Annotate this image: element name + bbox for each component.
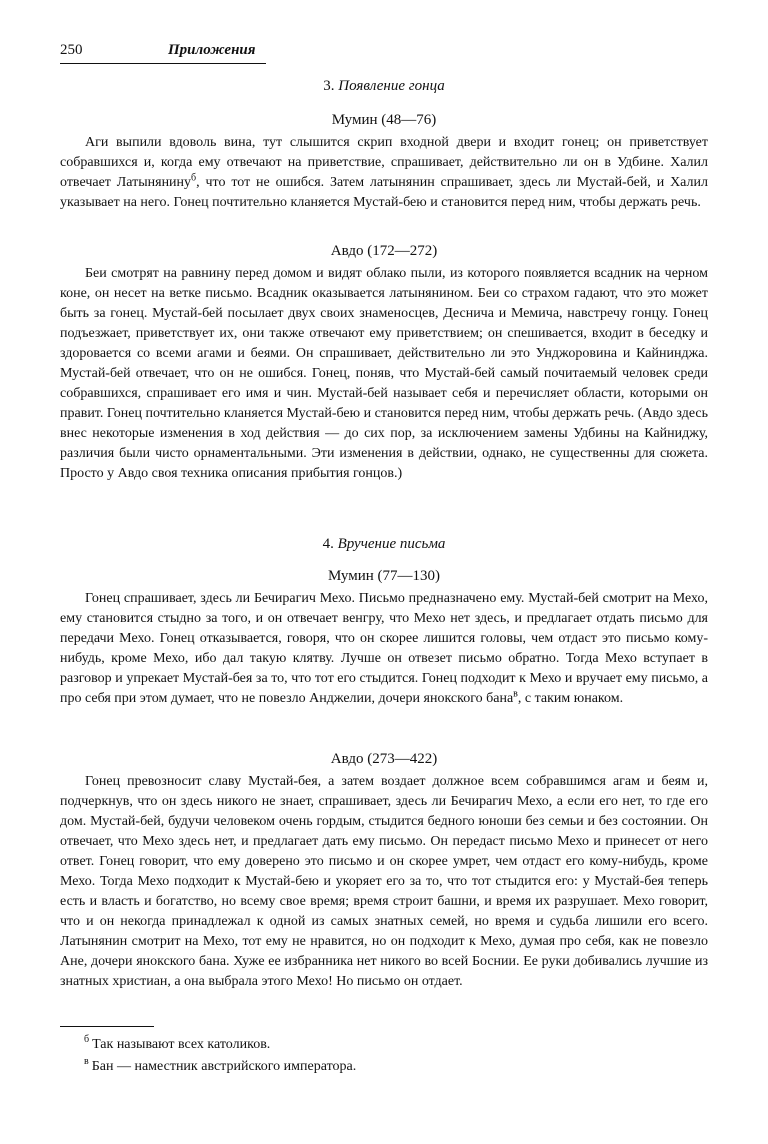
subsection-heading: Мумин (48—76) [331,112,437,128]
footnote-mark: в [84,1056,89,1068]
footnote-divider [60,1026,154,1027]
section-heading-4 [0,535,768,553]
footnote-text: Бан — наместник австрийского императора. [91,1059,357,1074]
page-number: 250 [60,42,83,58]
footnote-ref: б [191,172,197,184]
subsection-heading: Авдо (273—422) [330,751,438,767]
section-title: Появление гонца [338,78,445,94]
footnote-ref: в [513,688,518,700]
section-number: 3. [323,78,335,94]
running-head [60,42,266,64]
subsection-heading: Мумин (77—130) [327,568,441,584]
section-number: 4. [322,536,334,552]
section-title: Вручение письма [337,536,446,552]
paragraph [60,133,708,213]
running-head-title: Приложения [168,42,256,58]
paragraph-text: Гонец спрашивает, здесь ли Бечирагич Мехо. Письмо предназначено ему. Мустай-бей смотрит на Мехо, ему становится стыдно за того, и он отвечает венгру, что Мехо нет здесь, и предлагает отдать письмо для передачи Мехо. Гонец отказывается, говоря, что он скорее лишится головы, чем отдаст это письмо кому-нибудь, кроме Мехо, ибо дал такую клятву. Лучше он отвезет письмо обратно. Тогда Мехо вступает в разговор и упрекает Мустай-бея за то, что тот его стыдится. Гонец подходит к Мехо и вручает ему письмо, а про себя при этом думает, что не повезло Анджелии, дочери янокского бана [60,591,708,706]
subsection-heading: Авдо (172—272) [330,243,438,259]
footnote-text: Так называют всех католиков. [92,1037,271,1052]
footnote-mark: б [84,1034,90,1046]
footnote [84,1058,356,1076]
footnote [84,1036,270,1054]
paragraph-text: , с таким юнаком. [517,691,624,706]
paragraph-text: Гонец превозносит славу Мустай-бея, а затем воздает должное всем собравшимся агам и беям и, подчеркнув, что он здесь никого не знает, спрашивает, здесь ли Бечирагич Мехо, а если его нет, то где его дом. Мустай-бей, будучи человеком очень гордым, стыдится бедного юноши без семьи и без состоянии. Он отвечает, что Мехо здесь нет, и предлагает дать ему письмо. Он передаст письмо Мехо и принесет от него ответ. Гонец говорит, что ему доверено это письмо и он скорее умрет, чем отдаст его кому-нибудь, кроме Мехо. Тогда Мехо подходит к Мустай-бею и укоряет его за то, что тот стыдится его: у Мустай-бея теперь есть и власть и богатство, но всему свое время; время строит башни, и время их разрушает. Мехо говорит, что и он некогда принадлежал к одной из самых знатных семей, но время и судьба лишили его всего. Латынянин смотрит на Мехо, тот ему не нравится, но он подходит к Мехо, думая про себя, как не повезло Ане, дочери янокского бана. Хуже ее избранника нет никого во всей Боснии. Ее руки добивались лучшие из знатных христиан, а она выбрала этого Мехо! Но письмо он отдает. [60,774,708,989]
paragraph [60,264,708,484]
section-heading-3 [0,77,768,95]
paragraph-text: , что тот не ошибся. Затем латынянин спрашивает, здесь ли Мустай-бей, и Халил указывает на него. Гонец почтительно кланяется Мустай-бею и становится перед ним, чтобы держать речь. [60,175,708,210]
paragraph [60,772,708,992]
paragraph-text: Аги выпили вдоволь вина, тут слышится скрип входной двери и входит гонец; он приветствует собравшихся и, когда ему отвечают на приветствие, спрашивает, действительно ли он в Удбине. Халил отвечает Латынянину [60,135,708,190]
paragraph [60,589,708,709]
paragraph-text: Беи смотрят на равнину перед домом и видят облако пыли, из которого появляется всадник на черном коне, он несет на ветке письмо. Всадник оказывается латынянином. Беи со страхом гадают, что это может быть за гонец. Мустай-бей посылает двух своих знаменосцев, Деснича и Мемича, навстречу гонцу. Гонец подъезжает, приветствует их, они также отвечают ему приветствием; он спешивается, входит в беседку и здоровается со всеми агами и беями. Он спрашивает, действительно ли это Унджоровина и Кайнинджа. Мустай-бей отвечает, что он не ошибся. Гонец, поняв, что Мустай-бей самый почитаемый человек среди собравшихся, спрашивает его имя и чин. Мустай-бей называет себя и перечисляет области, которыми он правит. Гонец почтительно кланяется Мустай-бею и становится перед ним, чтобы держать речь. (Авдо здесь внес некоторые изменения в ход действия — до сих пор, за исключением замены Удбины на Кайниджу, различия были чисто орнаментальными. Эти изменения в действии, однако, не существенны для сюжета. Просто у Авдо своя техника описания прибытия гонцов.) [60,266,708,481]
